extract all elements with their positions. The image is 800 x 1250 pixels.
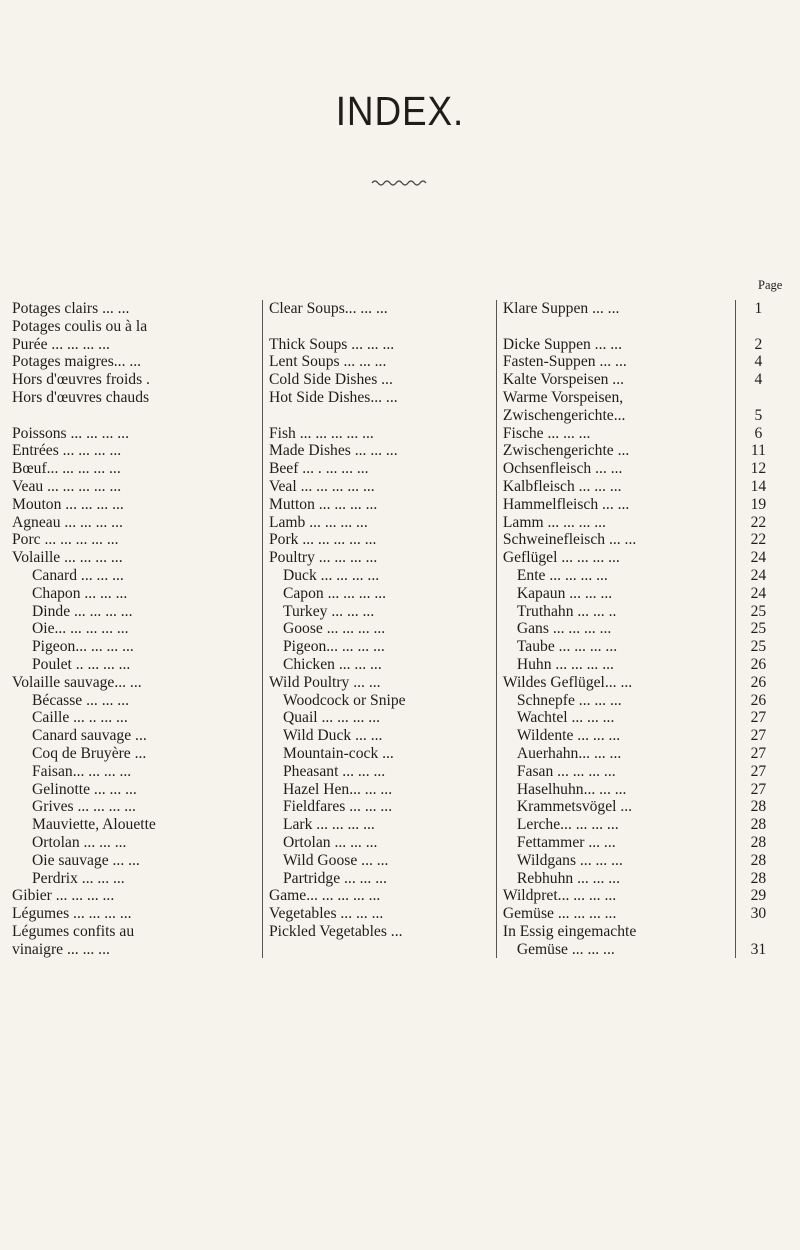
german-entry: Ochsenfleisch ... ... (496, 460, 735, 478)
english-entry: Made Dishes ... ... ... (262, 442, 496, 460)
english-entry: Wild Duck ... ... (262, 727, 496, 745)
french-entry: Ortolan ... ... ... (32, 833, 127, 851)
french-entry: Volaille ... ... ... ... (12, 549, 123, 567)
index-row (12, 585, 785, 603)
index-row (12, 425, 785, 443)
index-row (12, 549, 785, 567)
page-number: 27 (735, 763, 785, 781)
page-number: 25 (735, 620, 785, 638)
german-entry: Fasan ... ... ... ... (496, 763, 735, 781)
english-entry: Turkey ... ... ... (262, 603, 496, 621)
german-entry: Ente ... ... ... ... (496, 567, 735, 585)
english-entry: Beef ... . ... ... ... (262, 460, 496, 478)
page-number: 28 (735, 834, 785, 852)
page-title: INDEX. (335, 88, 465, 134)
page-number: 12 (735, 460, 785, 478)
french-entry: Coq de Bruyère ... (32, 744, 147, 762)
german-entry: Zwischengerichte... (496, 407, 735, 425)
index-row (12, 371, 785, 389)
german-entry: Zwischengerichte ... (496, 442, 735, 460)
german-entry: Krammetsvögel ... (496, 798, 735, 816)
page-number: 27 (735, 727, 785, 745)
page-number: 24 (735, 585, 785, 603)
german-entry: Gemüse ... ... ... ... (496, 905, 735, 923)
page-number: 4 (735, 353, 785, 371)
french-entry: Perdrix ... ... ... (32, 869, 125, 887)
english-entry: Goose ... ... ... ... (262, 620, 496, 638)
english-entry: Capon ... ... ... ... (262, 585, 496, 603)
german-entry: Kapaun ... ... ... (496, 585, 735, 603)
page-number: 28 (735, 816, 785, 834)
french-entry: Bœuf... ... ... ... ... (12, 460, 121, 478)
french-entry: Potages clairs ... ... (12, 300, 130, 317)
page-number: 30 (735, 905, 785, 923)
page-number: 26 (735, 692, 785, 710)
index-row (12, 887, 785, 905)
french-entry: Entrées ... ... ... ... (12, 442, 122, 460)
french-entry: Gibier ... ... ... ... (12, 887, 115, 905)
french-entry: Veau ... ... ... ... ... (12, 477, 122, 495)
english-entry: Ortolan ... ... ... (262, 834, 496, 852)
french-entry: Purée ... ... ... ... (12, 335, 110, 353)
english-entry: Lark ... ... ... ... (262, 816, 496, 834)
page-number: 4 (735, 371, 785, 389)
english-entry: Wild Goose ... ... (262, 852, 496, 870)
german-entry: Fettammer ... ... (496, 834, 735, 852)
index-row (12, 460, 785, 478)
page-number: 27 (735, 745, 785, 763)
page-number: 2 (735, 336, 785, 354)
page-number: 1 (735, 300, 785, 318)
index-row (12, 674, 785, 692)
english-entry: Vegetables ... ... ... (262, 905, 496, 923)
index-row (12, 656, 785, 674)
page-number (735, 389, 785, 407)
english-entry: Pickled Vegetables ... (262, 923, 496, 941)
page-number (735, 318, 785, 336)
index-row (12, 531, 785, 549)
page-number: 26 (735, 674, 785, 692)
index-row (12, 692, 785, 710)
german-entry: Lerche... ... ... ... (496, 816, 735, 834)
french-entry: Légumes ... ... ... ... (12, 905, 132, 923)
english-entry: Mutton ... ... ... ... (262, 496, 496, 514)
index-row (12, 941, 785, 959)
french-entry: Oie sauvage ... ... (32, 851, 140, 869)
index-row (12, 638, 785, 656)
english-entry: Wild Poultry ... ... (262, 674, 496, 692)
index-row (12, 709, 785, 727)
page-number: 28 (735, 870, 785, 888)
german-entry: Klare Suppen ... ... (496, 300, 735, 318)
index-row (12, 514, 785, 532)
page-column-label: Page (758, 278, 783, 292)
index-row (12, 816, 785, 834)
english-entry: Chicken ... ... ... (262, 656, 496, 674)
french-entry: Pigeon... ... ... ... (32, 638, 134, 656)
index-row (12, 407, 785, 425)
index-row (12, 923, 785, 941)
english-entry: Clear Soups... ... ... (262, 300, 496, 318)
page-number: 26 (735, 656, 785, 674)
german-entry: Geflügel ... ... ... ... (496, 549, 735, 567)
english-entry: Pheasant ... ... ... (262, 763, 496, 781)
english-entry: Lamb ... ... ... ... (262, 514, 496, 532)
english-entry: Partridge ... ... ... (262, 870, 496, 888)
french-entry: Mouton ... ... ... ... (12, 495, 124, 513)
german-entry: Kalte Vorspeisen ... (496, 371, 735, 389)
french-entry: Légumes confits au (12, 922, 135, 940)
german-entry: Gans ... ... ... ... (496, 620, 735, 638)
index-row (12, 798, 785, 816)
english-entry: Thick Soups ... ... ... (262, 336, 496, 354)
index-row (12, 389, 785, 407)
index-row (12, 353, 785, 371)
french-entry: Caille ... .. ... ... (32, 709, 128, 727)
german-entry: Schnepfe ... ... ... (496, 692, 735, 710)
german-entry: Rebhuhn ... ... ... (496, 870, 735, 888)
index-row (12, 300, 785, 318)
german-entry: Schweinefleisch ... ... (496, 531, 735, 549)
english-entry: Pork ... ... ... ... ... (262, 531, 496, 549)
german-entry: Wildgans ... ... ... (496, 852, 735, 870)
german-entry: Auerhahn... ... ... (496, 745, 735, 763)
wavy-ornament-icon (370, 176, 430, 188)
page-number: 28 (735, 798, 785, 816)
index-row (12, 603, 785, 621)
page-number: 22 (735, 531, 785, 549)
index-row (12, 763, 785, 781)
german-entry: Hammelfleisch ... ... (496, 496, 735, 514)
index-row (12, 336, 785, 354)
german-entry: Wachtel ... ... ... (496, 709, 735, 727)
english-entry: Game... ... ... ... ... (262, 887, 496, 905)
german-entry: Warme Vorspeisen, (496, 389, 735, 407)
english-entry: Fish ... ... ... ... ... (262, 425, 496, 443)
french-entry: Hors d'œuvres froids . (12, 371, 150, 389)
english-entry: Lent Soups ... ... ... (262, 353, 496, 371)
page-number: 25 (735, 638, 785, 656)
page-number: 28 (735, 852, 785, 870)
index-row (12, 870, 785, 888)
german-entry: Kalbfleisch ... ... ... (496, 478, 735, 496)
index-row (12, 442, 785, 460)
page-number: 6 (735, 425, 785, 443)
french-entry: Gelinotte ... ... ... (32, 780, 137, 798)
french-entry: Potages maigres... ... (12, 353, 142, 371)
english-entry: Hazel Hen... ... ... (262, 781, 496, 799)
page-number: 5 (735, 407, 785, 425)
german-entry: Fische ... ... ... (496, 425, 735, 443)
english-entry (262, 941, 496, 959)
page-number: 29 (735, 887, 785, 905)
french-entry: Potages coulis ou à la (12, 317, 148, 335)
page-number: 27 (735, 709, 785, 727)
german-entry: Wildpret... ... ... ... (496, 887, 735, 905)
page-number: 11 (735, 442, 785, 460)
index-row (12, 727, 785, 745)
english-entry (262, 318, 496, 336)
french-entry: Grives ... ... ... ... (32, 798, 136, 816)
german-entry: Huhn ... ... ... ... (496, 656, 735, 674)
english-entry: Veal ... ... ... ... ... (262, 478, 496, 496)
german-entry: Wildes Geflügel... ... (496, 674, 735, 692)
index-row (12, 567, 785, 585)
french-entry: vinaigre ... ... ... (12, 940, 110, 958)
index-row (12, 496, 785, 514)
index-row (12, 620, 785, 638)
index-table (12, 300, 785, 958)
french-entry: Faisan... ... ... ... (32, 762, 132, 780)
french-entry (12, 407, 262, 425)
english-entry: Hot Side Dishes... ... (262, 389, 496, 407)
french-entry: Hors d'œuvres chauds (12, 388, 150, 406)
english-entry: Pigeon... ... ... ... (262, 638, 496, 656)
page-number: 14 (735, 478, 785, 496)
english-entry (262, 407, 496, 425)
french-entry: Poulet .. ... ... ... (32, 655, 131, 673)
french-entry: Bécasse ... ... ... (32, 691, 130, 709)
german-entry: Wildente ... ... ... (496, 727, 735, 745)
german-entry: Fasten-Suppen ... ... (496, 353, 735, 371)
french-entry: Porc ... ... ... ... ... (12, 531, 119, 549)
french-entry: Canard ... ... ... (32, 566, 124, 584)
page-number (735, 923, 785, 941)
index-row (12, 745, 785, 763)
page-number: 27 (735, 781, 785, 799)
page-number: 19 (735, 496, 785, 514)
english-entry: Fieldfares ... ... ... (262, 798, 496, 816)
english-entry: Cold Side Dishes ... (262, 371, 496, 389)
english-entry: Duck ... ... ... ... (262, 567, 496, 585)
index-body (12, 300, 785, 958)
french-entry: Poissons ... ... ... ... (12, 424, 129, 442)
german-entry: Gemüse ... ... ... (496, 941, 735, 959)
german-entry: In Essig eingemachte (496, 923, 735, 941)
german-entry: Taube ... ... ... ... (496, 638, 735, 656)
french-entry: Dinde ... ... ... ... (32, 602, 133, 620)
index-row (12, 478, 785, 496)
french-entry: Canard sauvage ... (32, 727, 147, 745)
english-entry: Quail ... ... ... ... (262, 709, 496, 727)
german-entry: Dicke Suppen ... ... (496, 336, 735, 354)
index-row (12, 852, 785, 870)
german-entry: Lamm ... ... ... ... (496, 514, 735, 532)
page-number: 25 (735, 603, 785, 621)
french-entry: Chapon ... ... ... (32, 584, 128, 602)
english-entry: Woodcock or Snipe (262, 692, 496, 710)
french-entry: Agneau ... ... ... ... (12, 513, 123, 531)
french-entry: Volaille sauvage... ... (12, 673, 142, 691)
german-entry: Truthahn ... ... .. (496, 603, 735, 621)
french-entry: Mauviette, Alouette (32, 816, 156, 834)
french-entry: Oie... ... ... ... ... (32, 620, 129, 638)
index-row (12, 318, 785, 336)
english-entry: Poultry ... ... ... ... (262, 549, 496, 567)
english-entry: Mountain-cock ... (262, 745, 496, 763)
page-number: 22 (735, 514, 785, 532)
index-row (12, 834, 785, 852)
german-entry: Haselhuhn... ... ... (496, 781, 735, 799)
index-row (12, 905, 785, 923)
page-number: 31 (735, 941, 785, 959)
index-row (12, 781, 785, 799)
page-number: 24 (735, 567, 785, 585)
page-number: 24 (735, 549, 785, 567)
german-entry (496, 318, 735, 336)
